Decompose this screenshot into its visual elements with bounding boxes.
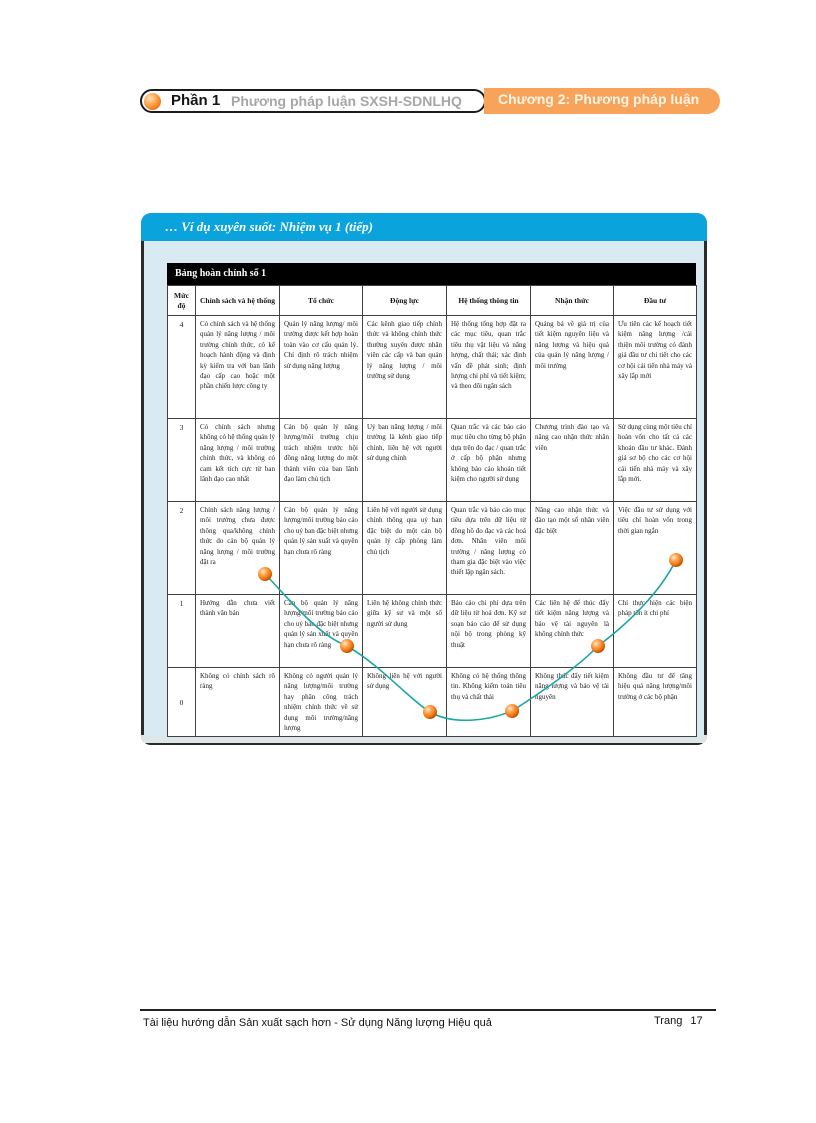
table-cell: Không có hệ thống thông tin. Không kiểm toán tiêu thụ và chất thải — [447, 668, 531, 737]
level-cell: 3 — [168, 419, 196, 502]
example-frame — [141, 213, 707, 745]
table-cell: Chính sách năng lượng / môi trường chưa được thông qua/không chính thức do cán bộ quản lý năng lượng / môi trường đặt ra — [196, 502, 280, 595]
table-cell: Các kênh giao tiếp chính thức và không chính thức thường xuyên được nhân viên các cấp và ban quản lý năng lượng / môi trường sử dụng — [363, 316, 447, 419]
table-caption: Bảng hoàn chỉnh số 1 — [167, 263, 696, 285]
table-cell: Báo cáo chi phí dựa trên dữ liệu từ hoá đơn. Kỹ sư soạn báo cáo để sử dụng nội bộ trong phòng kỹ thuật — [447, 595, 531, 668]
table-cell: Không có chính sách rõ ràng — [196, 668, 280, 737]
chapter-title: Chương 2: Phương pháp luận — [498, 91, 700, 107]
table-cell: Quan trắc và các báo cáo mục tiêu cho từng bộ phận dựa trên đo đạc / quan trắc ở cấp bộ phận nhưng không báo cáo khoản tiết kiệm cho người sử dụng — [447, 419, 531, 502]
table-header-row — [168, 286, 697, 316]
part-tab — [140, 89, 486, 113]
table-cell: Không đầu tư để tăng hiệu quả năng lượng/môi trường ở các bộ phận — [614, 668, 697, 737]
table-cell: Nâng cao nhận thức và đào tạo một số nhân viên đặc biệt — [531, 502, 614, 595]
footer-text: Tài liệu hướng dẫn Sản xuất sạch hơn - Sử dụng Năng lượng Hiệu quả — [143, 1017, 492, 1029]
footer-rule — [140, 1009, 716, 1011]
table-cell: Sử dụng cùng một tiêu chí hoàn vốn cho tất cả các khoản đầu tư khác. Đánh giá sơ bộ cho các cơ hội cải tiến nhà máy và xây lắp mới. — [614, 419, 697, 502]
table-cell: Liên hệ với người sử dụng chính thông qua uỷ ban đặc biệt do một cán bộ quản lý cấp phòng làm chủ tịch — [363, 502, 447, 595]
table-cell: Quảng bá về giá trị của tiết kiệm nguyên liệu và năng lượng và hiệu quả của quản lý năng lượng / môi trường — [531, 316, 614, 419]
column-header: Chính sách và hệ thống — [196, 286, 280, 316]
table-row — [168, 419, 697, 502]
table-cell: Quản lý năng lượng/ môi trường được kết hợp hoàn toàn vào cơ cấu quản lý. Chỉ định rõ trách nhiệm sử dụng năng lượng — [280, 316, 363, 419]
column-header: Hệ thống thông tin — [447, 286, 531, 316]
table-cell: Không có người quản lý năng lượng/môi trường hay phân công trách nhiệm chính thức về sử dụng môi trường/năng lượng — [280, 668, 363, 737]
table-cell: Có chính sách và hệ thống quản lý năng lượng / môi trường chính thức, có kế hoạch hành động và định kỳ kiểm tra với ban lãnh đạo cấp cao hoặc một phần chiến lược công ty — [196, 316, 280, 419]
example-title: … Ví dụ xuyên suốt: Nhiệm vụ 1 (tiếp) — [165, 219, 374, 234]
level-cell: 0 — [168, 668, 196, 737]
table-cell: Ưu tiên các kế hoạch tiết kiệm năng lượng /cải thiện môi trường có đánh giá đầu tư chi tiết cho các cơ hội cải tiến nhà máy và xây lắp mới — [614, 316, 697, 419]
table-cell: Không thúc đẩy tiết kiệm năng lượng và bảo vệ tài nguyên — [531, 668, 614, 737]
table-cell: Cán bộ quản lý năng lượng/môi trường chịu trách nhiệm trước hội đồng năng lượng do một thành viên của ban lãnh đạo làm chủ tịch — [280, 419, 363, 502]
column-header: Nhận thức — [531, 286, 614, 316]
column-header: Mức độ — [168, 286, 196, 316]
table-cell: Việc đầu tư sử dụng với tiêu chí hoàn vốn trong thời gian ngắn — [614, 502, 697, 595]
frame-right-border — [704, 241, 707, 745]
table-row — [168, 502, 697, 595]
page-number: 17 — [690, 1015, 703, 1027]
orange-ball-icon — [144, 93, 161, 110]
matrix-table — [167, 285, 697, 737]
page-header — [140, 88, 720, 116]
table-cell: Chỉ thực hiện các biện pháp tốn ít chi phí — [614, 595, 697, 668]
page-number-block — [654, 1015, 703, 1027]
table-cell: Không liên hệ với người sử dụng — [363, 668, 447, 737]
table-cell: Chương trình đào tạo và nâng cao nhận thức nhân viên — [531, 419, 614, 502]
table-cell: Hướng dẫn chưa viết thành văn bản — [196, 595, 280, 668]
page-label: Trang — [654, 1015, 683, 1027]
table-cell: Cán bộ quản lý năng lượng/môi trường báo cáo cho uỷ ban đặc biệt nhưng quản lý sản xuất và quyền hạn chưa rõ ràng — [280, 595, 363, 668]
table-row — [168, 668, 697, 737]
column-header: Đầu tư — [614, 286, 697, 316]
level-cell: 4 — [168, 316, 196, 419]
table-row — [168, 316, 697, 419]
column-header: Tổ chức — [280, 286, 363, 316]
frame-left-border — [141, 241, 144, 745]
part-label: Phần 1 — [171, 92, 221, 109]
table-cell: Quan trắc và báo cáo mục tiêu dựa trên dữ liệu từ đồng hồ đo đạc và các hoá đơn. Nhân viên môi trường / năng lượng có tham gia đặc biệt vào việc thiết lập ngân sách. — [447, 502, 531, 595]
column-header: Động lực — [363, 286, 447, 316]
part-title: Phương pháp luận SXSH-SDNLHQ — [231, 93, 462, 109]
chapter-tab — [484, 88, 720, 114]
level-cell: 1 — [168, 595, 196, 668]
table-row — [168, 595, 697, 668]
level-cell: 2 — [168, 502, 196, 595]
table-cell: Hệ thống tổng hợp đặt ra các mục tiêu, quan trắc tiêu thụ vật liệu và năng lượng, chất thải; xác định vấn đề phát sinh; định lượng chi phí và tiết kiệm; và theo dõi ngân sách — [447, 316, 531, 419]
table-cell: Uỷ ban năng lượng / môi trường là kênh giao tiếp chính, liên hệ với người sử dụng chính — [363, 419, 447, 502]
table-cell: Liên hệ không chính thức giữa kỹ sư và một số người sử dụng — [363, 595, 447, 668]
table-cell: Có chính sách nhưng không có hệ thống quản lý năng lượng / môi trường chính thức, và không có cam kết tích cực từ ban lãnh đạo cao nhất — [196, 419, 280, 502]
table-cell: Các liên hệ để thúc đẩy tiết kiệm năng lượng và bảo vệ tài nguyên là không chính thức — [531, 595, 614, 668]
example-title-bar — [141, 213, 707, 241]
table-cell: Cán bộ quản lý năng lượng/môi trường báo cáo cho uỷ ban đặc biệt nhưng quản lý sản xuất và quyền hạn chưa rõ ràng — [280, 502, 363, 595]
